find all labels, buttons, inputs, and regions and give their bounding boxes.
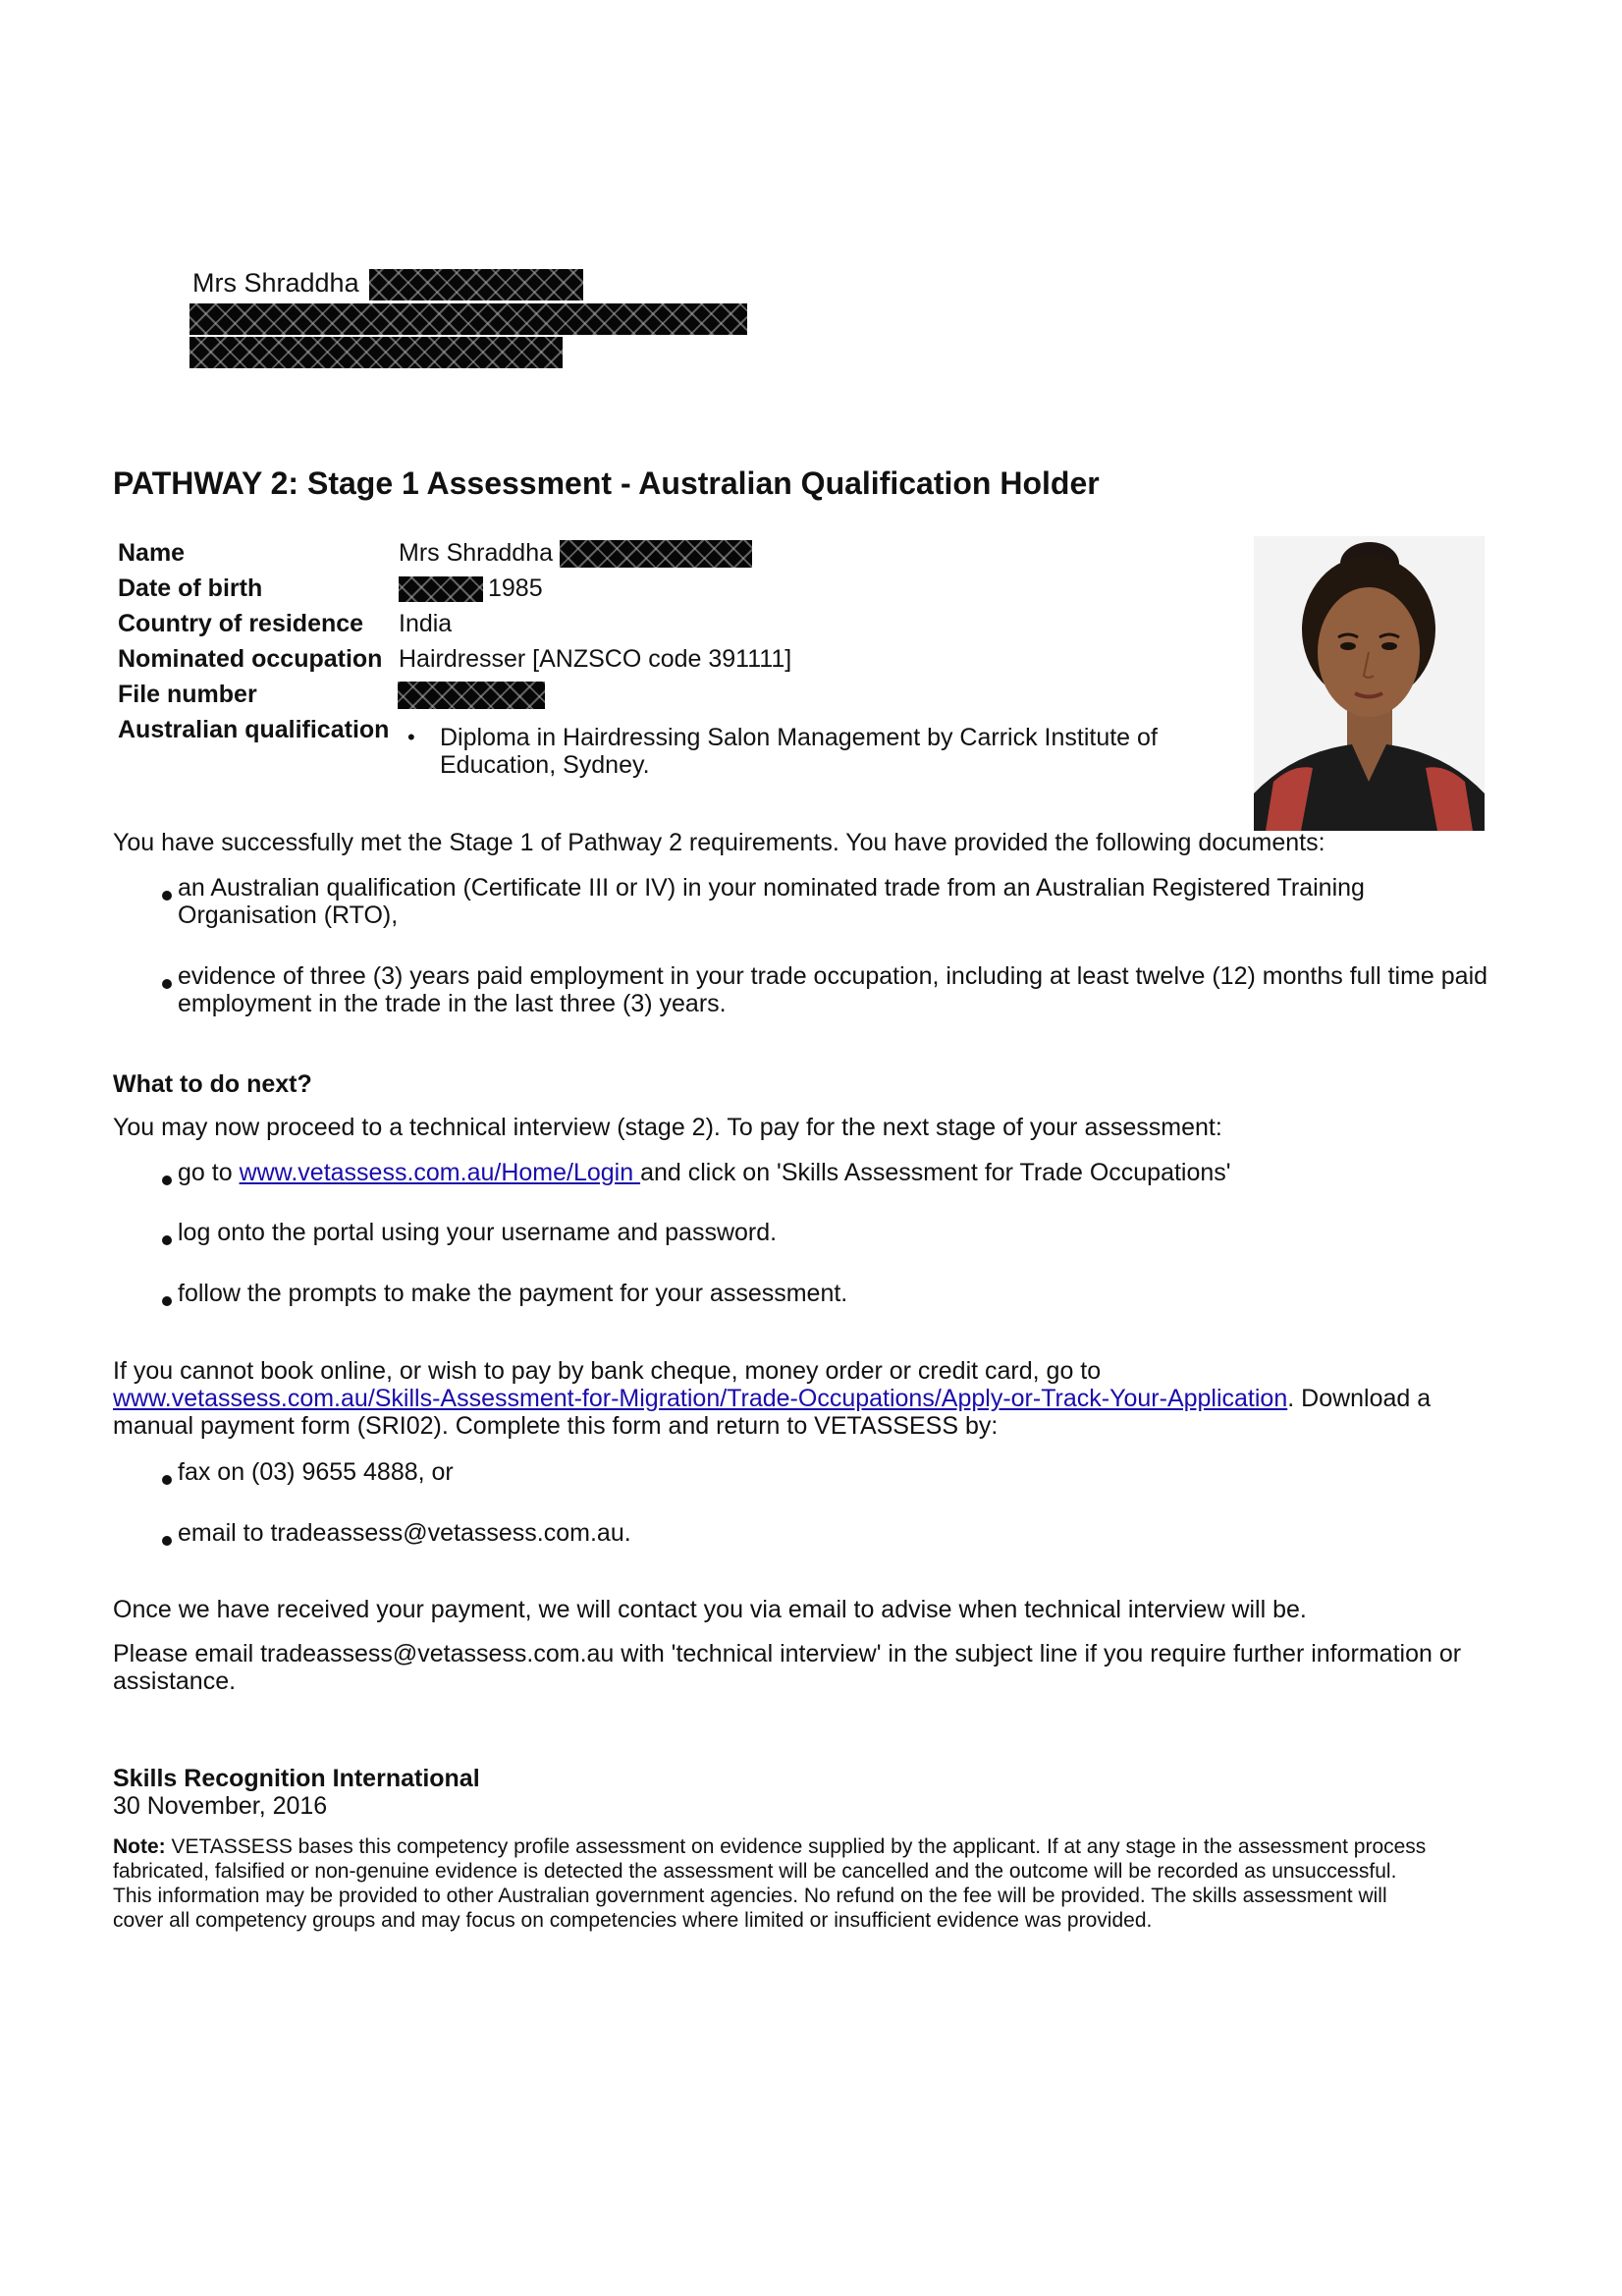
- redacted-address-line-2: [189, 337, 563, 368]
- country-value: India: [399, 610, 453, 637]
- occupation-value: Hairdresser [ANZSCO code 391111]: [399, 645, 792, 673]
- document-item-1-line-2: Organisation (RTO),: [178, 902, 399, 929]
- page-title: PATHWAY 2: Stage 1 Assessment - Australian Qualification Holder: [113, 465, 1100, 501]
- qualification-bullet: •: [407, 725, 415, 749]
- signature-org: Skills Recognition International: [113, 1765, 480, 1792]
- bullet-icon: [162, 1536, 172, 1546]
- apply-track-application-link[interactable]: www.vetassess.com.au/Skills-Assessment-for-Migration/Trade-Occupations/Apply-or-Track-Your-Application: [113, 1385, 1288, 1412]
- qualification-label: Australian qualification: [118, 716, 390, 743]
- vetassess-login-link[interactable]: www.vetassess.com.au/Home/Login: [239, 1159, 641, 1186]
- note-line-3: This information may be provided to other Australian government agencies. No refund on the fee will be provided. The skills assessment will: [113, 1885, 1387, 1907]
- portrait-image: [1254, 536, 1485, 831]
- after-payment-text: Once we have received your payment, we will contact you via email to advise when technical interview will be.: [113, 1596, 1307, 1623]
- document-item-2-line-2: employment in the trade in the last three (3) years.: [178, 990, 727, 1017]
- bullet-icon: [162, 1296, 172, 1306]
- qualification-line-2: Education, Sydney.: [440, 751, 650, 779]
- step-1-suffix: and click on 'Skills Assessment for Trade Occupations': [640, 1159, 1231, 1186]
- bullet-icon: [162, 1475, 172, 1485]
- file-number-label: File number: [118, 681, 257, 708]
- step-2: log onto the portal using your username and password.: [178, 1219, 778, 1246]
- note-line-2: fabricated, falsified or non-genuine evidence is detected the assessment will be cancelled and the outcome will be recorded as unsuccessful.: [113, 1860, 1397, 1883]
- note-label: Note:: [113, 1835, 166, 1858]
- redacted-name: [560, 540, 752, 568]
- bullet-icon: [162, 1175, 172, 1185]
- note-line-4: cover all competency groups and may focus on competencies where limited or insufficient evidence was provided.: [113, 1909, 1153, 1932]
- name-value: Mrs Shraddha: [399, 539, 554, 567]
- step-1-prefix: go to: [178, 1159, 240, 1186]
- signature-date: 30 November, 2016: [113, 1792, 328, 1820]
- alt-payment-line-2: [113, 1385, 1431, 1412]
- document-item-2-line-1: evidence of three (3) years paid employment in your trade occupation, including at least twelve (12) months full time paid: [178, 962, 1488, 990]
- redacted-address-line-1: [189, 303, 747, 335]
- country-label: Country of residence: [118, 610, 364, 637]
- dob-label: Date of birth: [118, 574, 263, 602]
- document-item-1-line-1: an Australian qualification (Certificate III or IV) in your nominated trade from an Australian Registered Training: [178, 874, 1365, 902]
- return-method-fax: fax on (03) 9655 4888, or: [178, 1458, 454, 1486]
- contact-line-1: Please email tradeassess@vetassess.com.au with 'technical interview' in the subject line if you require further information or: [113, 1640, 1462, 1667]
- redacted-file-number: [398, 682, 545, 709]
- qualification-line-1: Diploma in Hairdressing Salon Management by Carrick Institute of: [440, 724, 1158, 751]
- return-method-email: email to tradeassess@vetassess.com.au.: [178, 1519, 631, 1547]
- next-steps-heading: What to do next?: [113, 1070, 312, 1098]
- alt-payment-line-1: If you cannot book online, or wish to pay by bank cheque, money order or credit card, go to: [113, 1357, 1102, 1385]
- dob-value: 1985: [488, 574, 543, 602]
- bullet-icon: [162, 979, 172, 989]
- applicant-photo: [1254, 536, 1485, 831]
- recipient-name: Mrs Shraddha: [192, 268, 359, 298]
- next-steps-intro: You may now proceed to a technical interview (stage 2). To pay for the next stage of your assessment:: [113, 1114, 1222, 1141]
- redacted-surname: [369, 269, 583, 301]
- occupation-label: Nominated occupation: [118, 645, 383, 673]
- intro-text: You have successfully met the Stage 1 of Pathway 2 requirements. You have provided the following documents:: [113, 829, 1325, 856]
- redacted-dob: [399, 576, 483, 602]
- step-3: follow the prompts to make the payment for your assessment.: [178, 1280, 848, 1307]
- note-line-1: [113, 1834, 1426, 1859]
- alt-payment-line-2-suffix: . Download a: [1287, 1385, 1432, 1412]
- contact-line-2: assistance.: [113, 1667, 237, 1695]
- bullet-icon: [162, 1235, 172, 1245]
- name-label: Name: [118, 539, 186, 567]
- step-1: [178, 1159, 1231, 1186]
- alt-payment-line-3: manual payment form (SRI02). Complete this form and return to VETASSESS by:: [113, 1412, 999, 1440]
- bullet-icon: [162, 891, 172, 901]
- note-line-1-text: VETASSESS bases this competency profile assessment on evidence supplied by the applicant. If at any stage in the assessment process: [165, 1835, 1427, 1858]
